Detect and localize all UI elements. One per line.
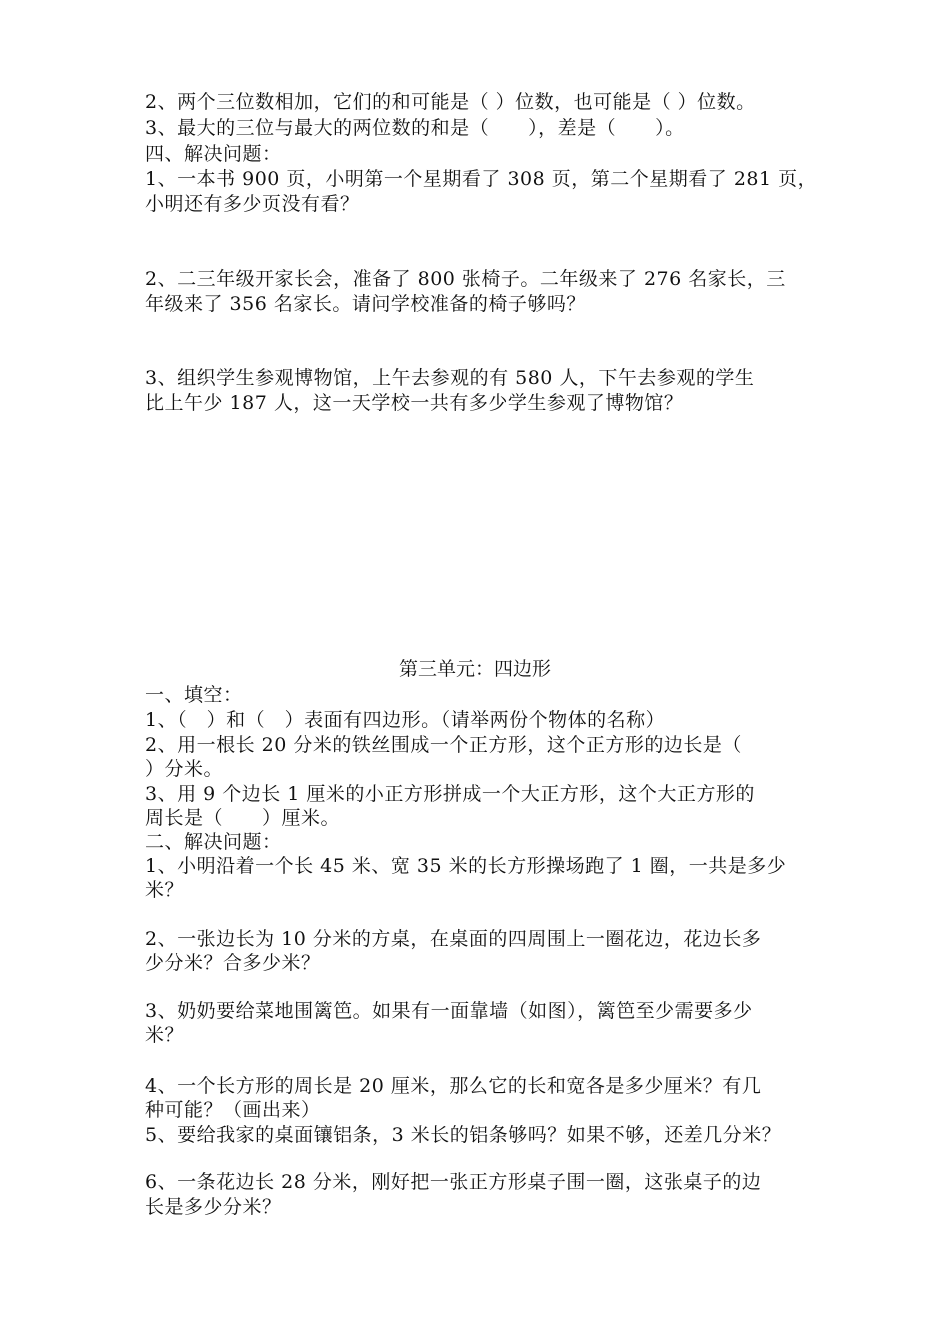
problem-3-line-2: 比上午少 187 人，这一天学校一共有多少学生参观了博物馆？ [145,392,684,414]
solve-6-line-1: 6、一条花边长 28 分米，刚好把一张正方形桌子围一圈，这张桌子的边 [145,1171,762,1193]
unit-3-title: 第三单元：四边形 [398,658,551,680]
problem-1-line-1: 1、一本书 900 页，小明第一个星期看了 308 页，第二个星期看了 281 页， [145,168,818,190]
fill-2-line-1: 2、用一根长 20 分米的铁丝围成一个正方形，这个正方形的边长是（ [145,734,742,756]
solve-2-line-1: 2、一张边长为 10 分米的方桌，在桌面的四周围上一圈花边，花边长多 [145,928,762,950]
solve-section-heading: 二、解决问题： [145,831,282,853]
fill-3-line-1: 3、用 9 个边长 1 厘米的小正方形拼成一个大正方形，这个大正方形的 [145,783,755,805]
solve-1-line-1: 1、小明沿着一个长 45 米、宽 35 米的长方形操场跑了 1 圈，一共是多少 [145,855,787,877]
problem-3-line-1: 3、组织学生参观博物馆，上午去参观的有 580 人，下午去参观的学生 [145,367,755,389]
fill-1-line: 1、（ ）和（ ）表面有四边形。（请举两份个物体的名称） [145,709,666,731]
problem-1-line-2: 小明还有多少页没有看？ [145,193,360,215]
solve-1-line-2: 米？ [145,879,185,901]
solve-6-line-2: 长是多少分米？ [145,1196,282,1218]
solve-4-line-1: 4、一个长方形的周长是 20 厘米，那么它的长和宽各是多少厘米？有几 [145,1075,762,1097]
solve-5-line: 5、要给我家的桌面镶铝条，3 米长的铝条够吗？如果不够，还差几分米？ [145,1124,782,1146]
fill-section-heading: 一、填空： [145,684,243,706]
solve-3-line-2: 米？ [145,1024,185,1046]
question-2-line: 2、两个三位数相加，它们的和可能是（ ）位数，也可能是（ ）位数。 [145,91,756,113]
problem-2-line-2: 年级来了 356 名家长。请问学校准备的椅子够吗？ [145,293,586,315]
solve-2-line-2: 少分米？合多少米？ [145,952,321,974]
solve-3-line-1: 3、奶奶要给菜地围篱笆。如果有一面靠墙（如图），篱笆至少需要多少 [145,1000,753,1022]
solve-4-line-2: 种可能？（画出来） [145,1099,321,1121]
question-3-line: 3、最大的三位与最大的两位数的和是（ ），差是（ ）。 [145,117,685,139]
section-heading-solve: 四、解决问题： [145,143,282,165]
fill-2-line-2: ）分米。 [145,758,224,780]
fill-3-line-2: 周长是（ ）厘米。 [145,807,341,829]
problem-2-line-1: 2、二三年级开家长会，准备了 800 张椅子。二年级来了 276 名家长，三 [145,268,786,290]
